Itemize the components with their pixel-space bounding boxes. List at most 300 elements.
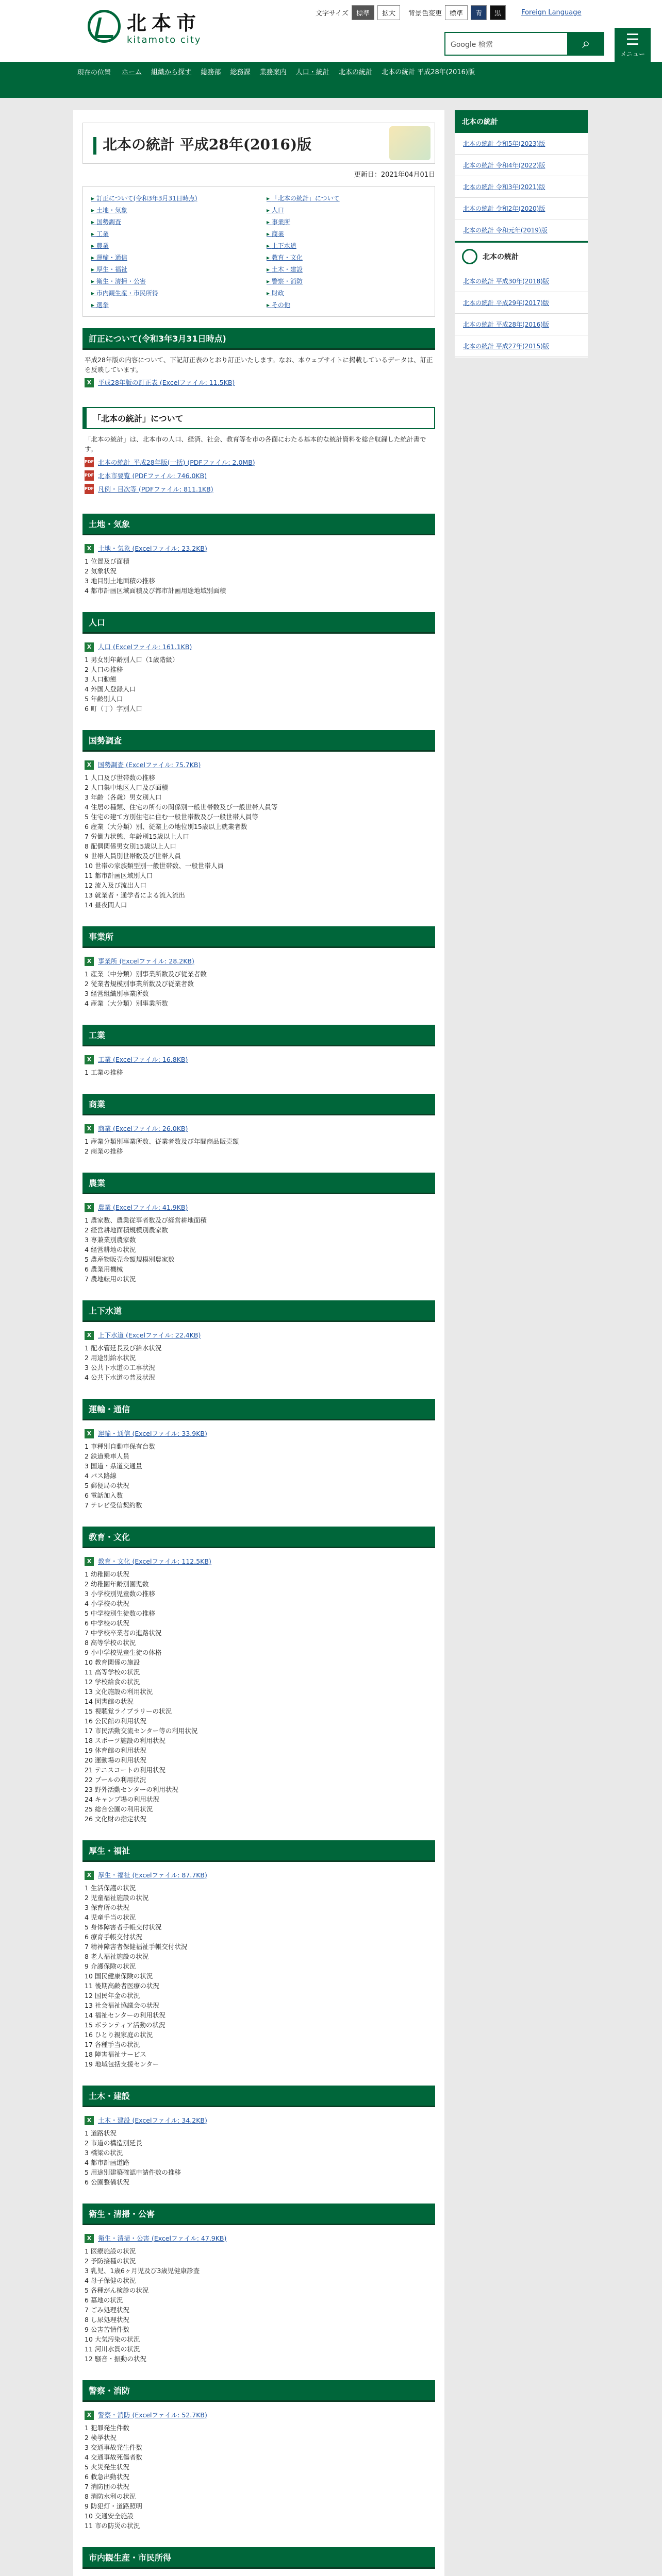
list-item: 3 年齢（各歳）男女別人口 — [85, 793, 162, 801]
list-item: 17 各種手当の状況 — [85, 2041, 140, 2048]
toc-link[interactable]: ▸ 農業 — [91, 241, 251, 250]
section-heading: 人口 — [82, 612, 435, 634]
toc-link[interactable]: ▸ 工業 — [91, 229, 251, 238]
breadcrumb-label: 現在の位置 — [77, 69, 111, 77]
section-body — [82, 1115, 435, 1161]
list-item: 2 市道の構造別延長 — [85, 2139, 142, 2147]
file-link[interactable]: 警察・消防 (Excelファイル: 52.7KB) — [98, 2411, 207, 2419]
list-item: 3 国道・県道交通量 — [85, 1462, 142, 1470]
list-item: 11 高等学校の状況 — [85, 1668, 140, 1676]
city-emblem-icon — [88, 10, 121, 43]
breadcrumb-link[interactable]: 組織から探す — [151, 69, 192, 76]
list-item: 4 交通事故死傷者数 — [85, 2453, 142, 2461]
item-list — [85, 1137, 433, 1156]
list-item: 6 救急出動状況 — [85, 2473, 129, 2481]
sidebar-item — [455, 198, 588, 219]
list-item: 1 産業（中分類）別事業所数及び従業者数 — [85, 970, 207, 978]
sidebar-title: 北本の統計 — [455, 110, 588, 133]
sidebar-item — [455, 155, 588, 176]
toc-link[interactable]: ▸ 土木・建設 — [267, 265, 426, 274]
list-item: 12 騒音・振動の状況 — [85, 2355, 146, 2363]
list-item: 2 経営耕地面積規模別農家数 — [85, 1226, 168, 1234]
file-link[interactable]: 教育・文化 (Excelファイル: 112.5KB) — [98, 1557, 211, 1565]
list-item: 10 世帯の家族類型別一般世帯数、一般世帯人員 — [85, 862, 224, 870]
section-body — [82, 350, 435, 396]
item-list — [85, 1067, 433, 1077]
list-item: 4 母子保健の状況 — [85, 2277, 136, 2284]
list-item: 10 教育関係の施設 — [85, 1658, 140, 1666]
section — [82, 2204, 435, 2369]
section-body — [82, 2569, 435, 2576]
list-item: 5 郵便局の状況 — [85, 1482, 129, 1489]
file-link[interactable]: 事業所 (Excelファイル: 28.2KB) — [98, 957, 194, 965]
font-large-button[interactable]: 拡大 — [377, 5, 400, 20]
excel-file-icon: X — [85, 1331, 94, 1340]
list-item: 3 経営組織別事業所数 — [85, 990, 149, 997]
toc-link[interactable]: ▸ 警察・消防 — [267, 277, 426, 285]
sidebar-link[interactable]: 北本の統計 令和4年(2022)版 — [463, 162, 545, 169]
excel-file-icon: X — [85, 1124, 94, 1133]
foreign-language-link[interactable]: Foreign Language — [521, 9, 582, 16]
list-item: 3 小学校別児童数の推移 — [85, 1590, 155, 1598]
file-link-row — [85, 642, 433, 652]
list-item: 10 大気汚染の状況 — [85, 2335, 140, 2343]
list-item: 5 中学校別生徒数の推移 — [85, 1609, 155, 1617]
list-item: 5 火災発生状況 — [85, 2463, 129, 2471]
section-heading: 国勢調査 — [82, 730, 435, 752]
list-item: 2 従業者規模別事業所数及び従業者数 — [85, 980, 194, 988]
list-item: 3 地目別土地面積の推移 — [85, 577, 155, 585]
list-item: 13 社会福祉協議会の状況 — [85, 2002, 159, 2009]
color-black-button[interactable]: 黒 — [490, 5, 506, 20]
list-item: 7 ごみ処理状況 — [85, 2306, 129, 2314]
list-item: 5 身体障害者手帳交付状況 — [85, 1923, 162, 1931]
breadcrumb-link[interactable]: 人口・統計 — [295, 69, 329, 76]
file-link-row — [85, 1556, 433, 1566]
file-link-row — [85, 2115, 433, 2125]
file-link[interactable]: 土木・建設 (Excelファイル: 34.2KB) — [98, 2116, 207, 2124]
section-body — [82, 2107, 435, 2192]
section — [82, 1300, 435, 1387]
list-item: 8 消防水利の状況 — [85, 2493, 136, 2500]
list-item: 12 学校給食の状況 — [85, 1678, 140, 1686]
toc-link[interactable]: ▸ 国勢調査 — [91, 217, 251, 226]
list-item: 2 気象状況 — [85, 567, 117, 575]
file-link-row — [85, 484, 433, 494]
list-item: 1 生活保護の状況 — [85, 1884, 136, 1892]
logo-jp: 北本市 — [127, 11, 202, 35]
file-link-row — [85, 956, 433, 966]
file-link[interactable]: 厚生・福祉 (Excelファイル: 87.7KB) — [98, 1871, 207, 1879]
accessibility-tools — [316, 5, 581, 20]
item-list — [85, 1343, 433, 1382]
list-item: 15 視聴覚ライブラリーの状況 — [85, 1707, 172, 1715]
list-item: 11 後期高齢者医療の状況 — [85, 1982, 159, 1990]
file-link[interactable]: 土地・気象 (Excelファイル: 23.2KB) — [98, 545, 207, 552]
breadcrumb-link[interactable]: 総務部 — [201, 69, 221, 76]
section-body — [82, 2225, 435, 2369]
list-item: 1 男女別年齢別人口（1歳階級） — [85, 656, 179, 664]
section — [82, 2086, 435, 2192]
list-item: 1 車種別自動車保有台数 — [85, 1443, 155, 1450]
file-link-row — [85, 2410, 433, 2420]
list-item: 2 人口集中地区人口及び面積 — [85, 784, 168, 791]
updated-date: 更新日：2021年04月01日 — [354, 171, 435, 179]
list-item: 19 地域包括支援センター — [85, 2060, 159, 2068]
list-item: 1 位置及び面積 — [85, 557, 129, 565]
list-item: 1 医療施設の状況 — [85, 2247, 136, 2255]
item-list — [85, 1569, 433, 1824]
toc-link[interactable]: ▸ 市内観生産・市民所得 — [91, 289, 251, 297]
section-list — [82, 328, 435, 2576]
color-std-button[interactable]: 標準 — [445, 5, 468, 20]
list-item: 3 専兼業別農家数 — [85, 1236, 136, 1244]
section-heading: 教育・文化 — [82, 1527, 435, 1548]
list-item: 16 ひとり親家庭の状況 — [85, 2031, 153, 2039]
list-item: 1 配水管延長及び給水状況 — [85, 1344, 162, 1352]
toc-link[interactable]: ▸ 事業所 — [267, 217, 426, 226]
section — [82, 2547, 435, 2576]
file-link[interactable]: 商業 (Excelファイル: 26.0KB) — [98, 1125, 188, 1132]
section — [82, 730, 435, 915]
main-content — [73, 110, 444, 2576]
sidebar-item — [455, 219, 588, 241]
section-body — [82, 1046, 435, 1082]
list-item: 3 人口動態 — [85, 675, 117, 683]
list-item: 18 スポーツ施設の利用状況 — [85, 1737, 166, 1744]
breadcrumb-link[interactable]: 北本の統計 — [338, 69, 372, 76]
section — [82, 926, 435, 1013]
section-heading: 運輸・通信 — [82, 1399, 435, 1420]
section — [82, 1399, 435, 1515]
font-size-label: 文字サイズ — [316, 10, 349, 18]
list-item: 2 人口の推移 — [85, 666, 123, 673]
list-item: 12 国民年金の状況 — [85, 1992, 140, 1999]
list-item: 7 農地転用の状況 — [85, 1275, 136, 1283]
excel-file-icon: X — [85, 760, 94, 770]
list-item: 7 中学校卒業者の進路状況 — [85, 1629, 162, 1637]
list-item: 1 道路状況 — [85, 2129, 117, 2137]
menu-icon: ☰ — [625, 31, 640, 49]
list-item: 5 各種がん検診の状況 — [85, 2286, 149, 2294]
list-item: 23 野外活動センターの利用状況 — [85, 1786, 178, 1793]
section-body — [82, 634, 435, 719]
item-list — [85, 556, 433, 596]
list-item: 5 用途別建築確認申請件数の推移 — [85, 2168, 181, 2176]
list-item: 3 乳児、1歳6ヶ月児及び3歳児健康診査 — [85, 2267, 200, 2275]
section-body — [82, 535, 435, 601]
file-link-row — [85, 1429, 433, 1438]
list-item: 13 文化施設の利用状況 — [85, 1688, 153, 1696]
section — [82, 1173, 435, 1289]
section — [82, 407, 435, 502]
toc-link[interactable]: ▸ 衛生・清掃・公害 — [91, 277, 251, 285]
list-item: 1 犯罪発生件数 — [85, 2424, 129, 2432]
file-link[interactable]: 上下水道 (Excelファイル: 22.4KB) — [98, 1331, 201, 1339]
list-item: 22 プールの利用状況 — [85, 1776, 146, 1784]
section — [82, 328, 435, 396]
list-item: 1 産業分類別事業所数、従業者数及び年間商品販売額 — [85, 1138, 239, 1145]
section — [82, 2380, 435, 2536]
list-item: 11 河川水質の状況 — [85, 2345, 140, 2353]
list-item: 3 橋梁の状況 — [85, 2149, 123, 2157]
list-item: 9 防犯灯・道路照明 — [85, 2502, 142, 2510]
section — [82, 1527, 435, 1829]
sidebar-item — [455, 292, 588, 314]
sidebar-link[interactable]: 北本の統計 平成28年(2016)版 — [463, 321, 549, 328]
section-heading: 厚生・福祉 — [82, 1840, 435, 1862]
item-list — [85, 2128, 433, 2187]
breadcrumb-bar — [0, 62, 662, 98]
pdf-file-icon: PDF — [85, 457, 94, 467]
excel-file-icon: X — [85, 2116, 94, 2125]
list-item: 2 児童福祉施設の状況 — [85, 1894, 149, 1902]
list-item: 14 昼夜間人口 — [85, 901, 127, 909]
list-item: 26 文化財の指定状況 — [85, 1815, 146, 1823]
toc-link[interactable]: ▸ 人口 — [267, 206, 426, 214]
list-item: 6 農業用機械 — [85, 1265, 123, 1273]
list-item: 20 運動場の利用状況 — [85, 1756, 146, 1764]
excel-file-icon: X — [85, 1055, 94, 1064]
list-item: 7 精神障害者保健福祉手帳交付状況 — [85, 1943, 188, 1951]
list-item: 2 幼稚園年齢別園児数 — [85, 1580, 149, 1588]
item-list — [85, 2423, 433, 2531]
section-heading: 訂正について(令和3年3月31日時点) — [82, 328, 435, 350]
sidebar-link[interactable]: 北本の統計 令和5年(2023)版 — [463, 140, 545, 147]
search-button[interactable] — [568, 32, 604, 56]
sidebar-links-top — [455, 133, 588, 241]
sidebar-link[interactable]: 北本の統計 令和元年(2019)版 — [463, 227, 548, 234]
menu-button[interactable] — [615, 28, 651, 62]
item-list — [85, 655, 433, 714]
sidebar-link[interactable]: 北本の統計 令和2年(2020)版 — [463, 205, 545, 212]
toc-link[interactable]: ▸ 訂正について(令和3年3月31日時点) — [91, 194, 251, 202]
site-logo[interactable] — [88, 7, 201, 45]
excel-file-icon: X — [85, 1871, 94, 1880]
list-item: 2 鉄道乗車人員 — [85, 1452, 129, 1460]
table-of-contents — [82, 186, 435, 317]
file-link[interactable]: 農業 (Excelファイル: 41.9KB) — [98, 1204, 188, 1211]
toc-link[interactable]: ▸ 厚生・福祉 — [91, 265, 251, 274]
list-item: 2 検挙状況 — [85, 2434, 117, 2442]
list-item: 11 都市計画区域別人口 — [85, 872, 153, 879]
logo-en: kitamoto city — [127, 35, 202, 45]
section — [82, 1094, 435, 1161]
list-item: 14 図書館の状況 — [85, 1698, 134, 1705]
section-heading: 衛生・清掃・公害 — [82, 2204, 435, 2225]
circle-icon — [462, 249, 477, 264]
section-body — [82, 1420, 435, 1515]
toc-link[interactable]: ▸ 選挙 — [91, 300, 251, 309]
excel-file-icon: X — [85, 957, 94, 966]
sidebar-link[interactable]: 北本の統計 平成30年(2018)版 — [463, 278, 549, 285]
list-item: 14 福祉センターの利用状況 — [85, 2011, 166, 2019]
section-body — [82, 1322, 435, 1387]
list-item: 9 小中学校児童生徒の体格 — [85, 1649, 162, 1656]
list-item: 4 小学校の状況 — [85, 1600, 129, 1607]
file-link[interactable]: 衛生・清掃・公害 (Excelファイル: 47.9KB) — [98, 2234, 227, 2242]
list-item: 13 就業者・通学者による流入流出 — [85, 891, 185, 899]
sidebar-link[interactable]: 北本の統計 令和3年(2021)版 — [463, 183, 545, 191]
excel-file-icon: X — [85, 1557, 94, 1566]
list-item: 4 住居の種類、住宅の所有の関係別一般世帯数及び一般世帯人員等 — [85, 803, 278, 811]
section-heading: 市内観生産・市民所得 — [82, 2547, 435, 2569]
section-body — [82, 429, 435, 502]
section-heading: 事業所 — [82, 926, 435, 948]
list-item: 18 障害福祉サービス — [85, 2050, 146, 2058]
list-item: 2 商業の推移 — [85, 1147, 123, 1155]
sidebar-link[interactable]: 北本の統計 平成27年(2015)版 — [463, 343, 549, 350]
file-link-row — [85, 1870, 433, 1880]
section — [82, 1025, 435, 1082]
breadcrumb-current: 北本の統計 平成28年(2016)版 — [382, 69, 475, 76]
section-heading: 商業 — [82, 1094, 435, 1115]
list-item: 3 保育所の状況 — [85, 1904, 129, 1911]
section-text: 「北本の統計」は、北本市の人口、経済、社会、教育等を市の各面にわたる基本的な統計資料を総合収録した統計書です。 — [85, 435, 426, 453]
list-item: 5 住宅の建て方別住宅に住む一般世帯数及び一般世帯人員等 — [85, 813, 258, 821]
list-item: 1 人口及び世帯数の推移 — [85, 774, 155, 782]
list-item: 24 キャンプ場の利用状況 — [85, 1795, 159, 1803]
list-item: 6 町（丁）字別人口 — [85, 705, 142, 713]
toc-link[interactable]: ▸ 商業 — [267, 229, 426, 238]
list-item: 7 消防団の状況 — [85, 2483, 129, 2490]
sidebar-section-head: 北本の統計 — [455, 241, 588, 270]
excel-file-icon: X — [85, 1203, 94, 1212]
search-input[interactable]: Google 検索 — [444, 32, 568, 56]
list-item: 9 世帯人員別世帯数及び世帯人員 — [85, 852, 181, 860]
list-item: 15 ボランティア活動の状況 — [85, 2021, 166, 2029]
file-link-row — [85, 470, 433, 481]
list-item: 8 老人福祉施設の状況 — [85, 1953, 149, 1960]
pdf-file-icon: PDF — [85, 470, 94, 481]
excel-file-icon: X — [85, 1429, 94, 1438]
file-link[interactable]: 平成28年版の訂正表 (Excelファイル: 11.5KB) — [98, 379, 235, 386]
sidebar-links — [455, 270, 588, 357]
file-link[interactable]: 工業 (Excelファイル: 16.8KB) — [98, 1056, 188, 1063]
item-list — [85, 1215, 433, 1284]
section — [82, 612, 435, 719]
toc-link[interactable]: ▸ 教育・文化 — [267, 253, 426, 262]
list-item: 6 墓地の状況 — [85, 2296, 123, 2304]
list-item: 4 都市計画区域面積及び都市計画用途地域別面積 — [85, 587, 226, 595]
excel-file-icon: X — [85, 378, 94, 387]
sidebar — [455, 110, 588, 358]
section-body — [82, 1862, 435, 2074]
file-link[interactable]: 人口 (Excelファイル: 161.1KB) — [98, 643, 192, 651]
section-heading: 土地・気象 — [82, 514, 435, 535]
section-text: 平成28年版の内容について、下記訂正表のとおり訂正いたします。なお、本ウェブサイトに掲載しているデータは、訂正を反映しています。 — [85, 356, 433, 374]
list-item: 4 児童手当の状況 — [85, 1913, 136, 1921]
menu-label: メニュー — [620, 50, 645, 58]
file-link-row — [85, 1055, 433, 1064]
section-body — [82, 752, 435, 915]
list-item: 8 し尿処理状況 — [85, 2316, 129, 2324]
list-item: 16 公民館の利用状況 — [85, 1717, 146, 1725]
list-item: 1 工業の推移 — [85, 1069, 123, 1076]
list-item: 10 国民健康保険の状況 — [85, 1972, 153, 1980]
file-link[interactable]: 凡例・目次等 (PDFファイル: 811.1KB) — [98, 485, 213, 493]
file-link-row — [85, 544, 433, 553]
breadcrumb-link[interactable]: ホーム — [122, 69, 142, 76]
item-list — [85, 1883, 433, 2069]
sidebar-link[interactable]: 北本の統計 平成29年(2017)版 — [463, 299, 549, 307]
excel-file-icon: X — [85, 544, 94, 553]
sidebar-item — [455, 335, 588, 357]
page-title: 北本の統計 平成28年(2016)版 — [82, 123, 435, 164]
list-item: 3 公共下水道の工事状況 — [85, 1364, 155, 1371]
section — [82, 514, 435, 601]
sidebar-item — [455, 270, 588, 292]
file-link-row — [85, 760, 433, 770]
file-link[interactable]: 北本市要覧 (PDFファイル: 746.0KB) — [98, 471, 207, 480]
sidebar-item — [455, 133, 588, 155]
toc-link[interactable]: ▸ 土地・気象 — [91, 206, 251, 214]
list-item: 12 流入及び流出人口 — [85, 882, 146, 889]
color-label: 背景色変更 — [408, 10, 442, 18]
list-item: 4 都市計画道路 — [85, 2159, 129, 2166]
file-link-row — [85, 1124, 433, 1133]
section-heading: 農業 — [82, 1173, 435, 1194]
section-body — [82, 2402, 435, 2536]
sidebar-item — [455, 176, 588, 198]
file-link-row — [85, 2233, 433, 2243]
list-item: 17 市民活動交流センター等の利用状況 — [85, 1727, 198, 1735]
list-item: 11 市の防災の状況 — [85, 2522, 140, 2530]
breadcrumb-link[interactable]: 業務案内 — [259, 69, 287, 76]
list-item: 8 高等学校の状況 — [85, 1639, 136, 1647]
list-item: 5 年齢別人口 — [85, 695, 123, 703]
sidebar-item — [455, 314, 588, 335]
section-heading: 土木・建設 — [82, 2086, 435, 2107]
file-link[interactable]: 北本の統計_平成28年版(一括) (PDFファイル: 2.0MB) — [98, 458, 255, 466]
item-list — [85, 2246, 433, 2364]
file-link[interactable]: 国勢調査 (Excelファイル: 75.7KB) — [98, 761, 201, 769]
color-blue-button[interactable]: 青 — [471, 5, 487, 20]
list-item: 7 労働力状態、年齢別15歳以上人口 — [85, 833, 189, 840]
list-item: 6 公園整備状況 — [85, 2178, 129, 2186]
toc-link[interactable]: ▸ 財政 — [267, 289, 426, 297]
toc-link[interactable]: ▸ 上下水道 — [267, 241, 426, 250]
list-item: 2 予防接種の状況 — [85, 2257, 136, 2265]
section-heading: 警察・消防 — [82, 2380, 435, 2402]
list-item: 4 産業（大分類）別事業所数 — [85, 999, 168, 1007]
section-body — [82, 948, 435, 1013]
list-item: 25 総合公園の利用状況 — [85, 1805, 153, 1813]
toc-link[interactable]: ▸ その他 — [267, 300, 426, 309]
title-illustration — [389, 126, 431, 160]
list-item: 21 テニスコートの利用状況 — [85, 1766, 166, 1774]
section-body — [82, 1548, 435, 1829]
toc-link[interactable]: ▸ 「北本の統計」について — [267, 194, 426, 202]
font-normal-button[interactable]: 標準 — [352, 5, 374, 20]
file-link-row — [85, 1330, 433, 1340]
list-item: 3 交通事故発生件数 — [85, 2444, 142, 2451]
search-icon: ⌕ — [582, 35, 590, 52]
excel-file-icon: X — [85, 642, 94, 652]
list-item: 4 経営耕地の状況 — [85, 1246, 136, 1253]
file-link[interactable]: 運輸・通信 (Excelファイル: 33.9KB) — [98, 1430, 207, 1437]
section-body — [82, 1194, 435, 1289]
list-item: 7 テレビ受信契約数 — [85, 1501, 142, 1509]
list-item: 6 電話加入数 — [85, 1492, 123, 1499]
list-item: 2 用途別給水状況 — [85, 1354, 136, 1362]
list-item: 1 幼稚園の状況 — [85, 1570, 129, 1578]
toc-link[interactable]: ▸ 運輸・通信 — [91, 253, 251, 262]
file-link-row — [85, 378, 433, 387]
list-item: 10 交通安全施設 — [85, 2512, 134, 2520]
list-item: 4 公共下水道の普及状況 — [85, 1374, 155, 1381]
breadcrumb-link[interactable]: 総務課 — [230, 69, 251, 76]
